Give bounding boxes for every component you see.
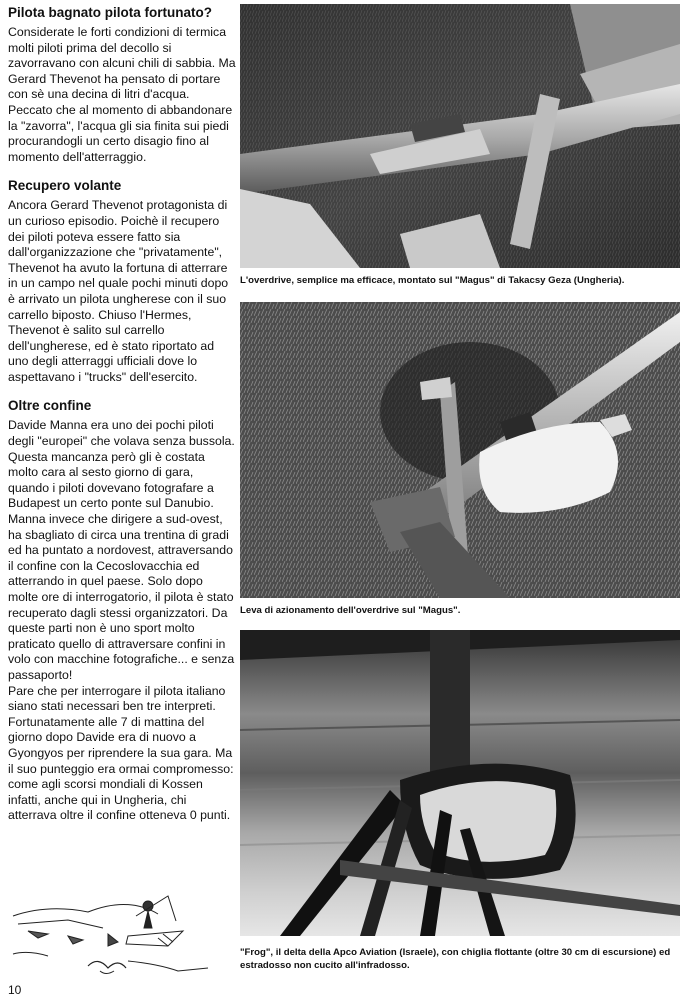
photo3-caption: "Frog", il delta della Apco Aviation (Israele), con chiglia flottante (oltre 30 cm di escursione) ed estradosso non cucito all'infradosso. <box>240 947 671 971</box>
page-number: 10 <box>8 983 22 997</box>
photo-overdrive-lever <box>240 302 680 598</box>
photo-overdrive-magus <box>240 4 680 268</box>
section-title-recupero-volante: Recupero volante <box>8 178 122 194</box>
article-column <box>8 0 236 824</box>
section-paragraph: Davide Manna era uno dei pochi piloti degli "europei" che volava senza bussola. Questa mancanza però gli è costata molto cara al sesto giorno di gara, quando i piloti dovevano fotografare a Budapest un certo ponte sul Danubio. Manna invece che dirigere a sud-ovest, ha sbagliato di circa una trentina di gradi ed ha puntato a nordovest, attraversando il confine con la Cecoslovacchia ed atterrando in quel paese. Solo dopo molte ore di interrogatorio, il pilota è stato recuperato dagli stessi organizzatori. Da queste parti non è uno sport molto praticato quello di attraversare confini in volo con macchine fotografiche... e senza passaporto! <box>8 418 235 682</box>
section-title-pilota-bagnato: Pilota bagnato pilota fortunato? <box>8 5 212 20</box>
hang-glider-doodle-illustration <box>8 876 233 991</box>
section-paragraph: Ancora Gerard Thevenot protagonista di un curioso episodio. Poichè il recupero dei piloti poteva essere fatto sia dall'organizzazione che "privatamente", Thevenot ha avuto la fortuna di atterrare in un campo nel quale pochi minuti dopo è arrivato un pilota ungherese con il suo carrello biposto. Chiuso l'Hermes, Thevenot è salito sul carrello dell'ungherese, ed è stato riportato ad uno degli atterraggi ufficiali dove lo aspettavano i "trucks" dell'esercito. <box>8 198 229 384</box>
section-paragraph: Considerate le forti condizioni di termica molti piloti prima del decollo si zavorravano con alcuni chili di sabbia. Ma Gerard Thevenot ha pensato di portare con sè una decina di litri d'acqua. Peccato che al momento di abbandonare la "zavorra", l'acqua gli sia finita sui piedi procurandogli un certo disagio fino al momento dell'atterraggio. <box>8 25 236 164</box>
photo1-caption: L'overdrive, semplice ma efficace, montato sul "Magus" di Takacsy Geza (Ungheria). <box>240 275 625 286</box>
section-paragraph: Pare che per interrogare il pilota italiano siano stati necessari ben tre interpreti. <box>8 683 226 714</box>
photo2-caption: Leva di azionamento dell'overdrive sul "Magus". <box>240 605 461 616</box>
photo-frog-glider <box>240 630 680 936</box>
section-paragraph: Fortunatamente alle 7 di mattina del giorno dopo Davide era di nuovo a Gyongyos per riprendere la sua gara. Ma il suo punteggio era ormai compromesso: come agli scorsi mondiali di Kossen infatti, anche qui in Ungheria, chi atterrava oltre il confine otteneva 0 punti. <box>8 714 234 823</box>
section-title-oltre-confine: Oltre confine <box>8 398 92 414</box>
